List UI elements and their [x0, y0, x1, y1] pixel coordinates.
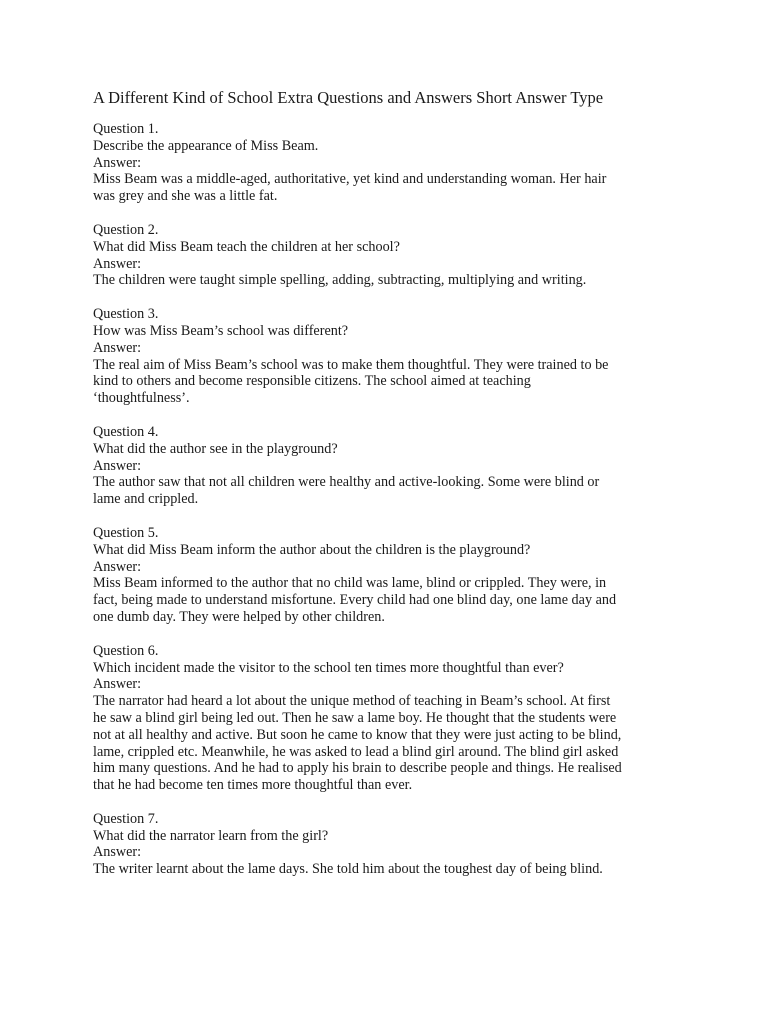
answer-line: lame and crippled.: [93, 491, 199, 508]
answer-line: The narrator had heard a lot about the unique method of teaching in Beam’s school. At first: [93, 693, 611, 710]
answer-line: one dumb day. They were helped by other children.: [93, 608, 385, 625]
qa-item-2: [93, 222, 683, 289]
answer-line: not at all healthy and active. But soon he came to know that they were just acting to be blind,: [93, 726, 622, 743]
answer-line: lame, crippled etc. Meanwhile, he was asked to lead a blind girl around. The blind girl asked: [93, 743, 619, 760]
question-number: Question 1.: [93, 121, 159, 137]
answer-line: he saw a blind girl being led out. Then he saw a lame boy. He thought that the students were: [93, 709, 617, 726]
qa-item-4: [93, 424, 683, 508]
answer-label: Answer:: [93, 339, 142, 356]
qa-item-7: [93, 811, 683, 878]
answer-line: fact, being made to understand misfortune. Every child had one blind day, one lame day and: [93, 592, 617, 609]
answer-line: kind to others and become responsible citizens. The school aimed at teaching: [93, 373, 531, 390]
question-text: What did the narrator learn from the girl?: [93, 827, 329, 844]
question-number: Question 3.: [93, 306, 159, 323]
question-text: Describe the appearance of Miss Beam.: [93, 137, 319, 154]
question-number: Question 6.: [93, 642, 159, 659]
qa-item-3: [93, 306, 683, 407]
question-number: Question 5.: [93, 524, 159, 541]
document-page: [93, 87, 683, 895]
answer-line: was grey and she was a little fat.: [93, 188, 278, 205]
answer-label: Answer:: [93, 558, 142, 575]
answer-line: The writer learnt about the lame days. She told him about the toughest day of being blind.: [93, 861, 603, 878]
qa-item-1: [93, 121, 683, 205]
answer-label: Answer:: [93, 255, 142, 272]
answer-label: Answer:: [93, 844, 142, 861]
qa-item-5: [93, 525, 683, 626]
answer-line: him many questions. And he had to apply his brain to describe people and things. He realised: [93, 760, 622, 777]
question-number: Question 7.: [93, 810, 159, 827]
answer-label: Answer:: [93, 457, 142, 474]
answer-line: that he had become ten times more thoughtful than ever.: [93, 777, 413, 794]
question-number: Question 2.: [93, 221, 159, 238]
answer-line: Miss Beam informed to the author that no child was lame, blind or crippled. They were, in: [93, 575, 607, 592]
answer-line: The real aim of Miss Beam’s school was to make them thoughtful. They were trained to be: [93, 356, 609, 373]
document-title: A Different Kind of School Extra Questions and Answers Short Answer Type: [93, 88, 604, 107]
answer-label: Answer:: [93, 154, 142, 171]
answer-line: Miss Beam was a middle-aged, authoritative, yet kind and understanding woman. Her hair: [93, 171, 607, 188]
qa-item-6: [93, 643, 683, 794]
question-number: Question 4.: [93, 423, 159, 440]
question-text: What did the author see in the playground?: [93, 440, 338, 457]
answer-label: Answer:: [93, 676, 142, 693]
answer-line: ‘thoughtfulness’.: [93, 390, 190, 407]
answer-line: The author saw that not all children were healthy and active-looking. Some were blind or: [93, 474, 600, 491]
question-text: What did Miss Beam inform the author about the children is the playground?: [93, 541, 531, 558]
question-text: Which incident made the visitor to the school ten times more thoughtful than ever?: [93, 659, 564, 676]
answer-line: The children were taught simple spelling, adding, subtracting, multiplying and writing.: [93, 272, 587, 289]
question-text: How was Miss Beam’s school was different?: [93, 322, 349, 339]
question-text: What did Miss Beam teach the children at her school?: [93, 238, 400, 255]
